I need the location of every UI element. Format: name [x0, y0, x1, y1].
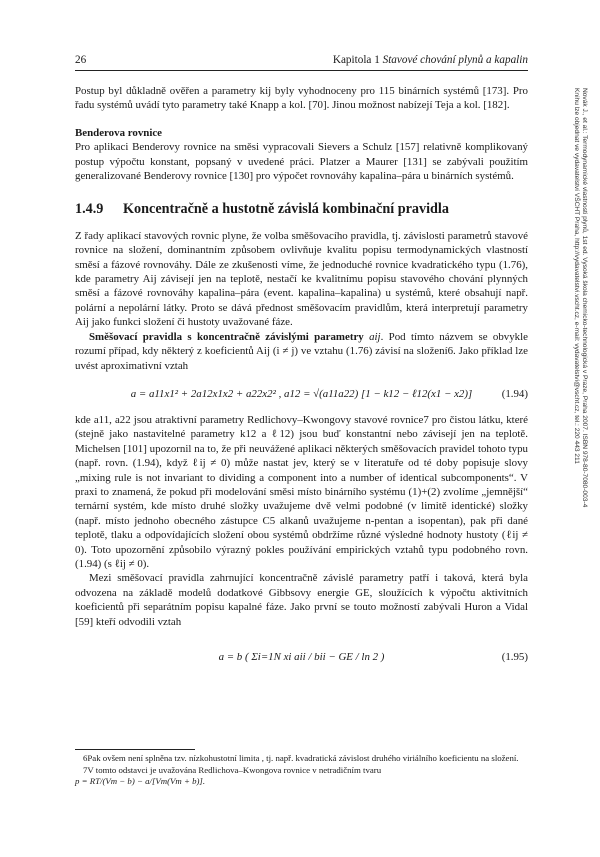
equation-1-95-body: a = b ( Σi=1N xi aii / bii − GE / ln 2 ) — [218, 650, 385, 663]
benderova-paragraph: Pro aplikaci Benderovy rovnice na směsi vypracovali Sievers a Schulz [157] relativně komplikovaný postup výpočtu konstant, popsaný v uvedené práci. Platzer a Maurer [131] se zabývali použitím generalizované Benderovy rovnice [130] pro výpočet rovnováhy kapalina–pára u binárních systémů. — [75, 141, 528, 183]
section-heading — [75, 202, 528, 216]
header-rule — [75, 70, 528, 71]
section-title: Koncentračně a hustotně závislá kombinační pravidla — [123, 201, 449, 218]
paragraph-2-text: . Pod tímto názvem se obvykle rozumí případ, kdy některý z koeficientů Aij (i ≠ j) ve vztahu (1.76) závisí na složení6. Jako příklad lze uvést aproximativní vztah — [75, 330, 528, 372]
section-paragraph-4: Mezi směšovací pravidla zahrnující koncentračně závislé parametry patří i taková, která byla odvozena na základě modelů dodatkové Gibbsovy energie GE, sloužících k výpočtu aktivitních koeficientů při separátním popisu kapalné fáze. Jako první se touto možností zabývali Huron a Vidal [59] kteří odvodili vztah — [75, 572, 528, 628]
page-number: 26 — [75, 54, 87, 66]
section-paragraph-2 — [75, 330, 528, 373]
section-paragraph-3: kde a11, a22 jsou atraktivní parametry Redlichovy–Kwongovy stavové rovnice7 pro čistou látku, které (stejně jako nastavitelné parametry k12 a ℓ12) jsou buď konstantní nebo závisejí jen na teplotě. Michelsen [101] upozornil na to, že při neuvážené aplikaci některých směšovacích pravidel tohoto typu (např. rovn. (1.94), když ℓij ≠ 0) může nastat jev, který se v literatuře od té doby popisuje slovy „mixing rule is not invariant to dividing a component into a number of identical subcomponents“. V praxi to znamená, že pokud při modelování směsi místo binárního systému (1)+(2) zvolíme „jemnější“ ternární systém, kde místo druhé složky uvažujeme dvě velmi podobné (v limitě identické) složky (např. místo jednoho obecného zástupce C5 alkanů uvažujeme n-pentan a isopentan), pak při dané teplotě, tlaku a odpovídajících složení obou systémů obdržíme různé výsledné hodnoty hustoty (ℓij ≠ 0). Toto upozornění způsobilo výrazný pokles používání empirických vztahů typu podobného rovn. (1.94) (s ℓij ≠ 0). — [75, 413, 528, 570]
footnote-7-equation: p = RT/(Vm − b) − a/[Vm(Vm + b)]. — [75, 776, 206, 786]
benderova-heading: Benderova rovnice — [75, 126, 163, 139]
equation-1-95 — [75, 633, 528, 681]
side-citation-text — [572, 88, 588, 507]
equation-1-94-body: a = a11x1² + 2a12x1x2 + a22x2² , a12 = √(a11a22) [1 − k12 − ℓ12(x1 − x2)] — [130, 387, 473, 400]
chapter-label: Kapitola 1 — [332, 54, 380, 66]
main-text — [75, 84, 528, 683]
section-paragraph-1: Z řady aplikací stavových rovnic plyne, že volba směšovacího pravidla, tj. závislosti parametrů stavové rovnice na složení, dominantním způsobem ovlivňuje kvalitu popisu termodynamických vlastností směsí a fázové rovnováhy. Dále ze zkušenosti víme, že jednoduché rovnice kvadratického typu (1.76), kde parametry Aij závisejí jen na teplotě, nestačí ke kvalitnímu popisu stavového chování plynných směsí a fázové rovnováhy kapalina–pára (event. kapalina–kapalina) u systémů, které obsahují např. polární a nepolární látky. Proto se dává přednost směšovacím pravidlům, která interpretují parametry Aij jako funkci složení či hustoty uvažované fáze. — [75, 229, 528, 329]
paragraph-lead-bold: Směšovací pravidla s koncentračně závislými parametry — [89, 330, 364, 343]
paragraph-lead-symbol: aij — [363, 330, 381, 343]
side-citation-line1: Novák J., et al.: Termodynamické vlastnosti plynů, 1st ed. Vysoká škola chemicko-technologická v Praze, Praha 2007. ISBN 978-80-7080-003-4 — [581, 88, 588, 508]
footnote-6: 6Pak ovšem není splněna tzv. nízkohustotní limita , tj. např. kvadratická závislost druhého viriálního koeficientu na složení. — [83, 753, 519, 763]
footnotes — [75, 749, 528, 788]
footnote-7: 7V tomto odstavci je uvažována Redlichova–Kwongova rovnice v netradičním tvaru — [83, 764, 382, 775]
side-citation — [572, 88, 586, 608]
equation-1-94-number: (1.94) — [501, 387, 528, 400]
chapter-heading — [333, 54, 528, 66]
equation-1-94 — [75, 377, 528, 411]
side-citation-line2: Knihu lze objednat ve vydavatelství VŠCHT Praha, http://vydavatelstvi.vscht.cz, e-mail: vydavatelstvi@vscht.cz, tel.: 220 443 211 — [573, 88, 580, 464]
intro-paragraph: Postup byl důkladně ověřen a parametry kij byly vyhodnoceny pro 115 binárních systémů [173]. Pro řadu systémů uvádí tyto parametry také Knapp a kol. [70]. Jinou možnost nabízejí Teja a kol. [182]. — [75, 85, 528, 112]
chapter-title: Stavové chování plynů a kapalin — [382, 54, 528, 66]
section-number: 1.4.9 — [75, 201, 104, 218]
equation-1-95-number: (1.95) — [501, 650, 528, 663]
running-header — [75, 54, 528, 70]
footnote-rule — [75, 749, 195, 750]
